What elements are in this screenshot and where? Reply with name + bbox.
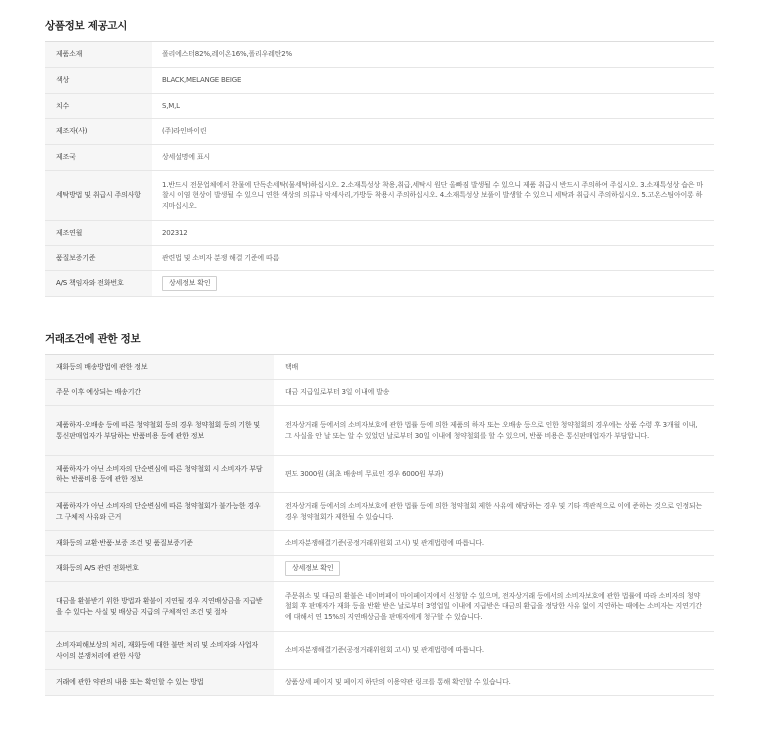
row-label: 품질보증기준 xyxy=(45,246,152,271)
row-label: 소비자피해보상의 처리, 재화등에 대한 불만 처리 및 소비자와 사업자 사이의 분쟁처리에 관한 사항 xyxy=(45,632,274,670)
row-label: A/S 책임자와 전화번호 xyxy=(45,271,152,297)
row-value: 대금 지급일로부터 3일 이내에 발송 xyxy=(274,380,714,406)
row-value xyxy=(274,556,714,582)
table-row xyxy=(45,68,714,94)
row-label: 제조국 xyxy=(45,145,152,171)
row-label: 제품하자가 아닌 소비자의 단순변심에 따른 청약철회 시 소비자가 부담하는 반품비용 등에 관한 정보 xyxy=(45,456,274,493)
row-label: 제품소재 xyxy=(45,42,152,68)
row-value: 1.반드시 전문업체에서 찬물에 단독손세탁(물세탁)하십시오. 2.소재특성상 착용,취급,세탁시 원단 올빠짐 발생될 수 있으니 제품 취급시 반드시 주의하여 주십시오. 3.소재특성상 습은 마찰시 이염 현상이 발생될 수 있으니 연한 색상의 의류나 악세사리,가방등 착용시 주의하십시오. 4.소재특성상 보풀이 발생할 수 있으니 세탁과 취급시 주의하십시오. 5.고온스팀아이롱 하지마십시오. xyxy=(152,171,714,221)
row-value: 택배 xyxy=(274,355,714,380)
row-label: 세탁방법 및 취급시 주의사항 xyxy=(45,171,152,221)
row-value: 관련법 및 소비자 분쟁 해결 기준에 따름 xyxy=(152,246,714,271)
row-value: 전자상거래 등에서의 소비자보호에 관한 법률 등에 의한 청약철회 제한 사유에 해당하는 경우 및 기타 객관적으로 이에 준하는 것으로 인정되는 경우 청약철회가 제한될 수 있습니다. xyxy=(274,493,714,531)
table-row xyxy=(45,670,714,696)
table-row xyxy=(45,531,714,556)
row-value: BLACK,MELANGE BEIGE xyxy=(152,68,714,94)
table-row xyxy=(45,456,714,493)
row-label: 대금을 환불받기 위한 방법과 환불이 지연될 경우 지연배상금을 지급받을 수 있다는 사실 및 배상금 지급의 구체적인 조건 및 절차 xyxy=(45,582,274,632)
table-row xyxy=(45,406,714,456)
trade-info-table xyxy=(45,354,714,696)
row-value: 상세설명에 표시 xyxy=(152,145,714,171)
table-row xyxy=(45,246,714,271)
row-label: 재화등의 A/S 관련 전화번호 xyxy=(45,556,274,582)
table-row xyxy=(45,42,714,68)
table-row xyxy=(45,94,714,119)
row-label: 거래에 관한 약관의 내용 또는 확인할 수 있는 방법 xyxy=(45,670,274,696)
row-value: 소비자분쟁해결기준(공정거래위원회 고시) 및 관계법령에 따릅니다. xyxy=(274,632,714,670)
row-value: 상품상세 페이지 및 페이지 하단의 이용약관 링크를 통해 확인할 수 있습니다. xyxy=(274,670,714,696)
row-label: 색상 xyxy=(45,68,152,94)
table-row xyxy=(45,556,714,582)
product-info-title: 상품정보 제공고시 xyxy=(45,20,128,32)
row-value: (주)라인바이린 xyxy=(152,119,714,145)
row-value: 202312 xyxy=(152,221,714,246)
table-row xyxy=(45,221,714,246)
table-row xyxy=(45,493,714,531)
row-value: S,M,L xyxy=(152,94,714,119)
table-row xyxy=(45,171,714,221)
row-value xyxy=(152,271,714,297)
table-row xyxy=(45,271,714,297)
as-contact-detail-button[interactable]: 상세정보 확인 xyxy=(162,276,217,291)
product-info-section xyxy=(45,19,714,297)
row-label: 제품하자·오배송 등에 따른 청약철회 등의 경우 청약철회 등의 기한 및 통신판매업자가 부담하는 반품비용 등에 관한 정보 xyxy=(45,406,274,456)
table-row xyxy=(45,355,714,380)
row-label: 치수 xyxy=(45,94,152,119)
table-row xyxy=(45,380,714,406)
row-label: 제조연월 xyxy=(45,221,152,246)
row-value: 편도 3000원 (최초 배송비 무료인 경우 6000원 부과) xyxy=(274,456,714,493)
trade-info-title: 거래조건에 관한 정보 xyxy=(45,333,141,345)
row-value: 폴리에스터82%,레이온16%,폴리우레탄2% xyxy=(152,42,714,68)
row-label: 주문 이후 예상되는 배송기간 xyxy=(45,380,274,406)
table-row xyxy=(45,145,714,171)
row-value: 소비자분쟁해결기준(공정거래위원회 고시) 및 관계법령에 따릅니다. xyxy=(274,531,714,556)
row-label: 제조자(사) xyxy=(45,119,152,145)
row-label: 제품하자가 아닌 소비자의 단순변심에 따른 청약철회가 불가능한 경우 그 구체적 사유와 근거 xyxy=(45,493,274,531)
trade-info-section xyxy=(45,332,714,696)
product-info-table xyxy=(45,41,714,297)
row-label: 재화등의 교환·반품·보증 조건 및 품질보증기준 xyxy=(45,531,274,556)
table-row xyxy=(45,119,714,145)
row-label: 재화등의 배송방법에 관한 정보 xyxy=(45,355,274,380)
table-row xyxy=(45,632,714,670)
as-phone-detail-button[interactable]: 상세정보 확인 xyxy=(285,561,340,576)
row-value: 전자상거래 등에서의 소비자보호에 관한 법률 등에 의한 제품의 하자 또는 오배송 등으로 인한 청약철회의 경우에는 상품 수령 후 3개월 이내, 그 사실을 안 날 또는 알 수 있었던 날로부터 30일 이내에 청약철회를 할 수 있으며, 반품 비용은 통신판매업자가 부담합니다. xyxy=(274,406,714,456)
row-value: 주문취소 및 대금의 환불은 네이버페이 마이페이지에서 신청할 수 있으며, 전자상거래 등에서의 소비자보호에 관한 법률에 따라 소비자의 청약철회 후 판매자가 재화 등을 반환 받은 날로부터 3영업일 이내에 지급받은 대금의 환급을 정당한 사유 없이 지연하는 때에는 소비자는 지연기간에 대해서 연 15%의 지연배상금을 판매자에게 청구할 수 있습니다. xyxy=(274,582,714,632)
table-row xyxy=(45,582,714,632)
